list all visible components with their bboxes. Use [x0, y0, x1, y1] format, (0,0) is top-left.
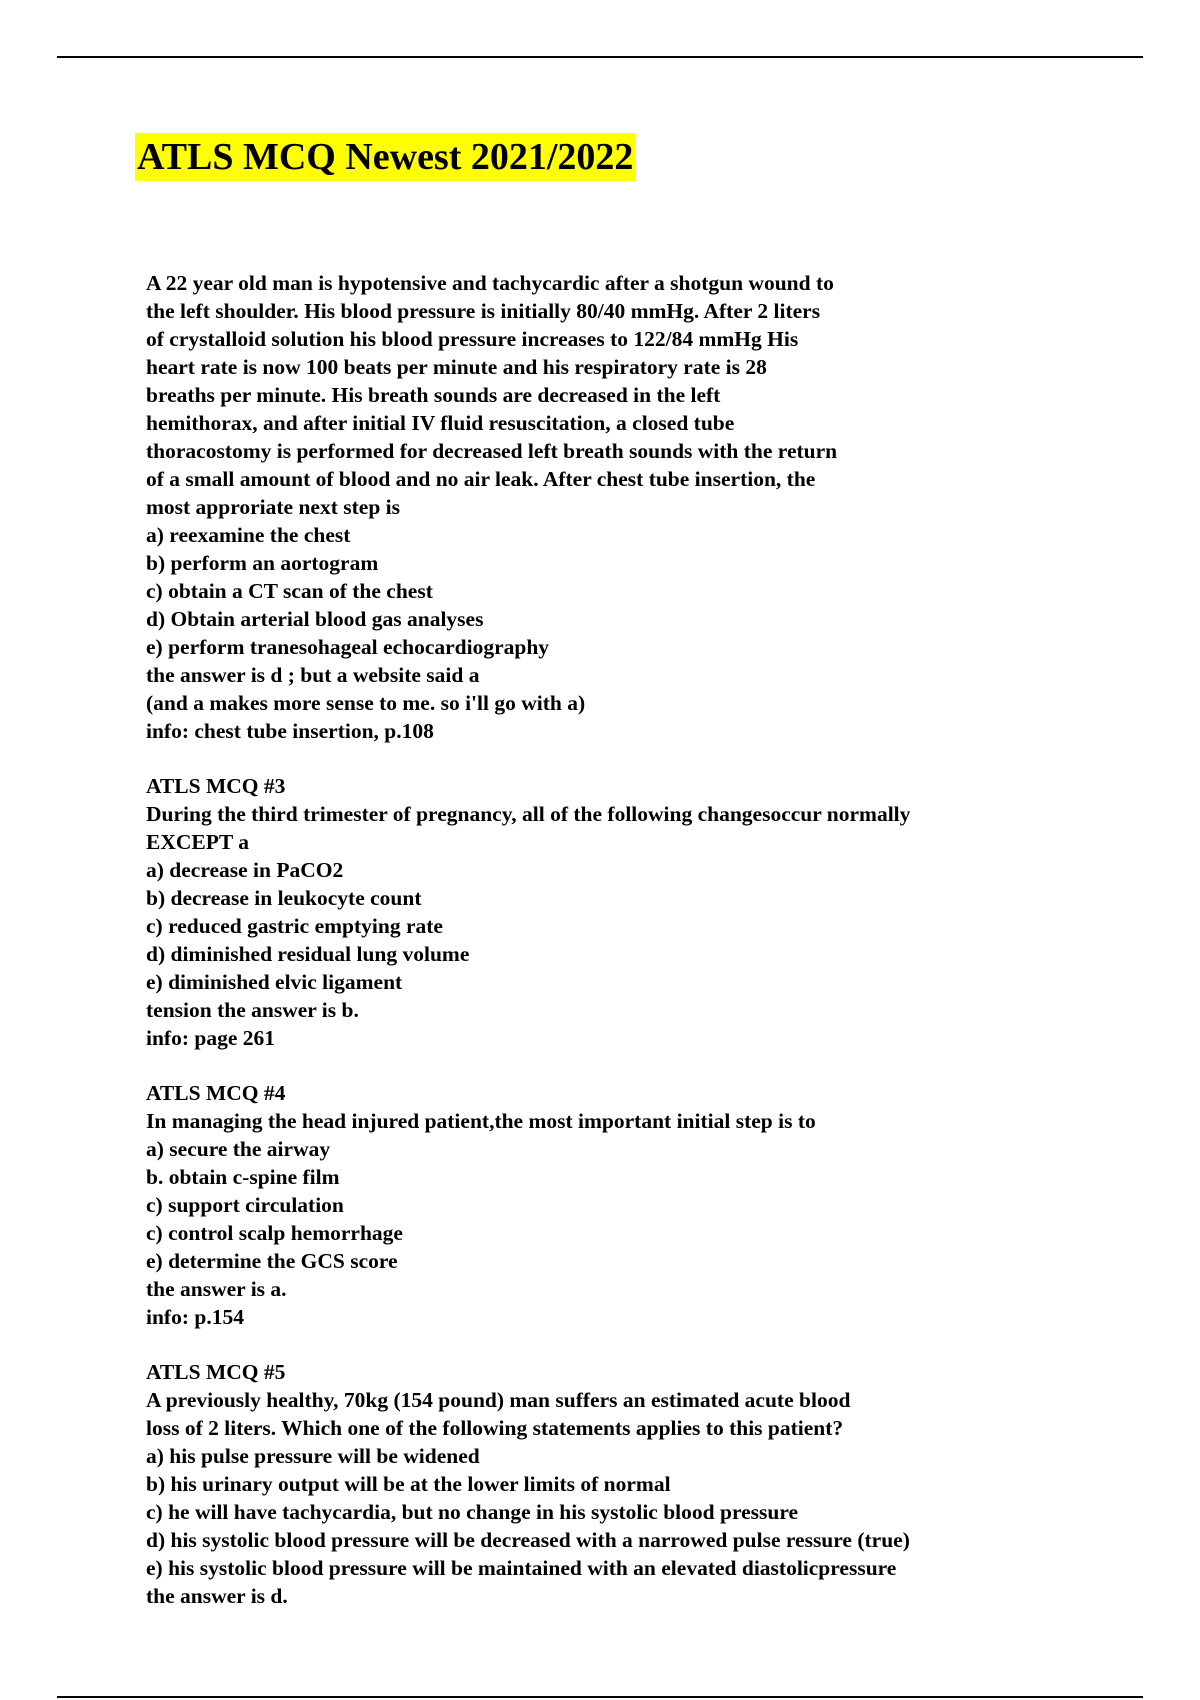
answer-option: d) Obtain arterial blood gas analyses [146, 607, 484, 631]
question-block-3 [146, 772, 1146, 1052]
answer-option: a) reexamine the chest [146, 523, 351, 547]
answer-option: e) perform tranesohageal echocardiography [146, 635, 550, 659]
info-reference: info: chest tube insertion, p.108 [146, 719, 434, 743]
question-text-line: In managing the head injured patient,the most important initial step is to [146, 1109, 816, 1133]
question-text-line: hemithorax, and after initial IV fluid resuscitation, a closed tube [146, 411, 735, 435]
answer-option: c) obtain a CT scan of the chest [146, 579, 433, 603]
question-block-5 [146, 1358, 1146, 1610]
answer-option: b) decrease in leukocyte count [146, 886, 422, 910]
document-title: ATLS MCQ Newest 2021/2022 [135, 133, 635, 181]
answer-option: e) determine the GCS score [146, 1249, 398, 1273]
question-text-line: thoracostomy is performed for decreased left breath sounds with the return [146, 439, 838, 463]
answer-option: b) his urinary output will be at the lower limits of normal [146, 1472, 671, 1496]
answer-line: the answer is d. [146, 1584, 288, 1608]
question-text-line: A previously healthy, 70kg (154 pound) man suffers an estimated acute blood [146, 1388, 851, 1412]
question-text-line: EXCEPT a [146, 830, 249, 854]
question-text-line: of crystalloid solution his blood pressure increases to 122/84 mmHg His [146, 327, 799, 351]
answer-option: c) support circulation [146, 1193, 344, 1217]
answer-option: c) he will have tachycardia, but no change in his systolic blood pressure [146, 1500, 799, 1524]
answer-note: (and a makes more sense to me. so i'll go with a) [146, 691, 586, 715]
answer-option: a) his pulse pressure will be widened [146, 1444, 480, 1468]
question-text-line: heart rate is now 100 beats per minute and his respiratory rate is 28 [146, 355, 767, 379]
document-body [146, 269, 1146, 1637]
answer-option: c) control scalp hemorrhage [146, 1221, 403, 1245]
question-block-4 [146, 1079, 1146, 1331]
info-reference: info: page 261 [146, 1026, 275, 1050]
bottom-divider [57, 1696, 1143, 1698]
question-heading: ATLS MCQ #3 [146, 774, 286, 798]
answer-option: c) reduced gastric emptying rate [146, 914, 443, 938]
question-text-line: the left shoulder. His blood pressure is initially 80/40 mmHg. After 2 liters [146, 299, 821, 323]
answer-line: tension the answer is b. [146, 998, 359, 1022]
answer-option: b) perform an aortogram [146, 551, 379, 575]
top-divider [57, 56, 1143, 58]
question-text-line: most approriate next step is [146, 495, 401, 519]
question-heading: ATLS MCQ #5 [146, 1360, 286, 1384]
question-block-1 [146, 269, 1146, 745]
answer-option: e) his systolic blood pressure will be maintained with an elevated diastolicpressure [146, 1556, 897, 1580]
answer-line: the answer is a. [146, 1277, 287, 1301]
question-text-line: During the third trimester of pregnancy, all of the following changesoccur normally [146, 802, 911, 826]
question-text-line: breaths per minute. His breath sounds are decreased in the left [146, 383, 721, 407]
info-reference: info: p.154 [146, 1305, 244, 1329]
question-text-line: loss of 2 liters. Which one of the following statements applies to this patient? [146, 1416, 844, 1440]
answer-option: e) diminished elvic ligament [146, 970, 403, 994]
answer-option: a) decrease in PaCO2 [146, 858, 344, 882]
answer-option: a) secure the airway [146, 1137, 331, 1161]
answer-option: b. obtain c-spine film [146, 1165, 340, 1189]
answer-line: the answer is d ; but a website said a [146, 663, 480, 687]
answer-option: d) diminished residual lung volume [146, 942, 470, 966]
question-text-line: A 22 year old man is hypotensive and tachycardic after a shotgun wound to [146, 271, 834, 295]
question-text-line: of a small amount of blood and no air leak. After chest tube insertion, the [146, 467, 816, 491]
answer-option: d) his systolic blood pressure will be decreased with a narrowed pulse ressure (true) [146, 1528, 910, 1552]
question-heading: ATLS MCQ #4 [146, 1081, 286, 1105]
